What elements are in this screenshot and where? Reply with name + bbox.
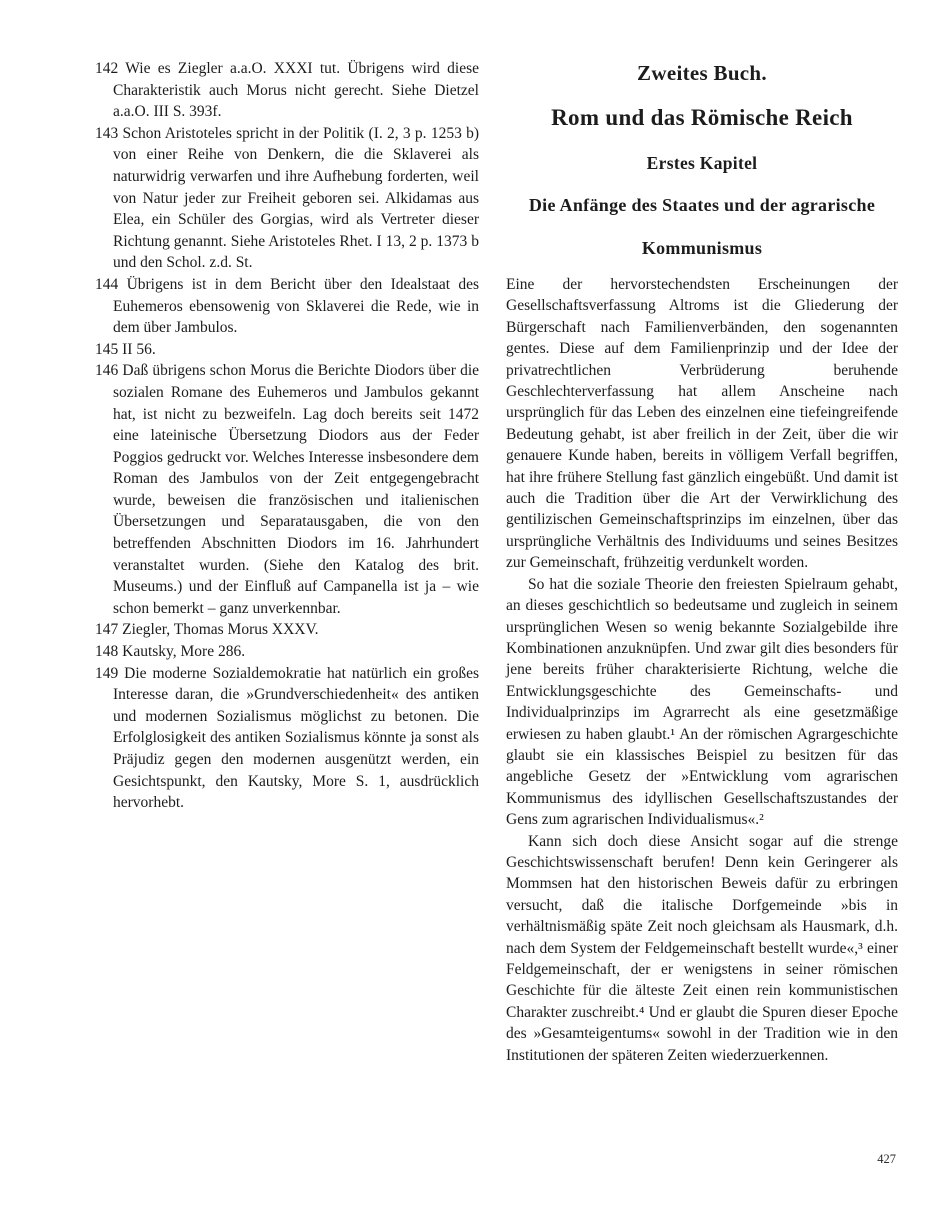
footnotes-column (95, 58, 479, 814)
footnote-text: Die moderne Sozialdemokratie hat natürlich ein großes Interesse daran, die »Grundverschiedenheit« des antiken und modernen Sozialismus möglichst zu betonen. Die Erfolglosigkeit des antiken Sozialismus könnte ja sonst als Präjudiz gegen den modernen ausgenützt werden, ein Gesichtspunkt, den Kautsky, More S. 1, ausdrücklich hervorhebt. (113, 664, 480, 812)
footnote-145 (95, 339, 479, 361)
footnote-text: II 56. (122, 340, 156, 358)
footnote-149 (95, 663, 479, 814)
body-paragraph-2: So hat die soziale Theorie den freiesten Spielraum gehabt, an dieses geschichtlich so bedeutsame und zugleich in seinem ursprünglichen Wesen so wenig bekannte Sozialgebilde ihre Kombinationen anzuknüpfen. Und zwar gilt dies besonders für jene bereits früher charakterisierte Richtung, welche die Entwicklungsgeschichte des Gemeinschafts- und Individualprinzips im Agrarrecht als eine gesetzmäßige erwiesen zu haben glaubt.¹ An der römischen Agrargeschichte glaubt sie ein klassisches Beispiel zu besitzen für das angebliche Gesetz der »Entwicklung vom agrarischen Kommunismus des idyllischen Gesellschaftszustandes der Gens zum agrarischen Individualismus«.² (506, 575, 898, 829)
page-number: 427 (877, 1152, 896, 1166)
footnote-number: 149 (95, 664, 119, 682)
footnote-144 (95, 274, 479, 339)
body-paragraph-1: Eine der hervorstechendsten Erscheinungen der Gesellschaftsverfassung Altroms ist die Gliederung der Bürgerschaft nach Familienverbänden, den sogenannten gentes. Diese auf dem Familienprinzip und der Idee der privatrechtlichen Verbrüderung beruhende Geschlechterverfassung hat allem Anscheine nach ursprünglich für das Leben des einzelnen eine tiefeingreifende Bedeutung gehabt, ist aber freilich in der Zeit, über die wir genauere Kunde haben, bereits in völligem Verfall begriffen, hat ihre frühere Stellung fast gänzlich eingebüßt. Und damit ist auch die Tradition über die Art der Verwirklichung des gentilizischen Gemeinschaftsprinzips im einzelnen, über das ursprüngliche Verhältnis des Individuums und seines Besitzes zur Gemeinschaft, frühzeitig verdunkelt worden. (506, 276, 898, 572)
footnote-text: Ziegler, Thomas Morus XXXV. (122, 621, 319, 639)
footnote-number: 143 (95, 124, 119, 142)
footnote-text: Wie es Ziegler a.a.O. XXXI tut. Übrigens wird diese Charakteristik auch Morus nicht gerecht. Siehe Dietzel a.a.O. III S. 393f. (113, 60, 479, 121)
footnote-143 (95, 123, 479, 274)
chapter-heading: Erstes Kapitel (646, 153, 758, 173)
footnote-number: 148 (95, 643, 119, 661)
body-paragraph-3: Kann sich doch diese Ansicht sogar auf die strenge Geschichtswissenschaft berufen! Denn kein Geringerer als Mommsen hat den historischen Beweis dafür zu erbringen versucht, daß die italische Dorfgemeinde »bis in verhältnismäßig späte Zeit noch gleichsam als Hausmark, d.h. nach dem System der Feldgemeinschaft bestellt wurde«,³ einer Feldgemeinschaft, der er wenigstens in seiner römischen Geschichte für die älteste Zeit einen rein kommunistischen Charakter zuschreibt.⁴ Und er glaubt die Spuren dieser Epoche des »Gesamteigentums« sowohl in der Tradition wie in den Institutionen der späteren Zeiten wiederzuerkennen. (506, 832, 898, 1064)
footnote-number: 144 (95, 275, 119, 293)
footnote-142 (95, 58, 479, 123)
footnote-text: Daß übrigens schon Morus die Berichte Diodors über die sozialen Romane des Euhemeros und Jambulos gekannt hat, ist nicht zu bezweifeln. Lag doch bereits seit 1472 eine lateinische Übersetzung Diodors aus der Feder Poggios gedruckt vor. Welches Interesse insbesondere dem Roman des Jambulos von der Zeit entgegengebracht wurde, beweisen die französischen und italienischen Übersetzungen und Separatausgaben, die von den betreffenden Abschnitten Diodors im 16. Jahrhundert veranstaltet wurden. (Siehe den Katalog des brit. Museums.) und der Einfluß auf Campanella ist ja – wie schon bemerkt – ganz unverkennbar. (113, 362, 480, 617)
footnote-148 (95, 641, 479, 663)
footnote-147 (95, 619, 479, 641)
book-title: Rom und das Römische Reich (551, 105, 853, 130)
footnote-146 (95, 360, 479, 619)
footnote-number: 147 (95, 621, 119, 639)
book-heading: Zweites Buch. (637, 61, 767, 85)
footnote-number: 145 (95, 340, 119, 358)
footnote-text: Schon Aristoteles spricht in der Politik (I. 2, 3 p. 1253 b) von einer Reihe von Denkern, die die Sklaverei als naturwidrig verwarfen und ihre Aufhebung forderten, weil von Natur jeder zur Freiheit geboren sei. Alkidamas aus Elea, ein Schüler des Gorgias, wird als Vertreter dieser Richtung genannt. Siehe Aristoteles Rhet. I 13, 2 p. 1373 b und den Schol. z.d. St. (113, 124, 480, 272)
footnote-number: 142 (95, 60, 119, 77)
chapter-title-line1: Die Anfänge des Staates und der agrarische (528, 195, 876, 215)
main-column (506, 60, 898, 1066)
chapter-title-line2: Kommunismus (641, 238, 763, 258)
footnote-number: 146 (95, 362, 119, 380)
footnote-text: Kautsky, More 286. (122, 643, 246, 661)
footnote-text: Übrigens ist in dem Bericht über den Idealstaat des Euhemeros ebensowenig von Sklaverei die Rede, wie in dem über Jambulos. (113, 275, 479, 337)
